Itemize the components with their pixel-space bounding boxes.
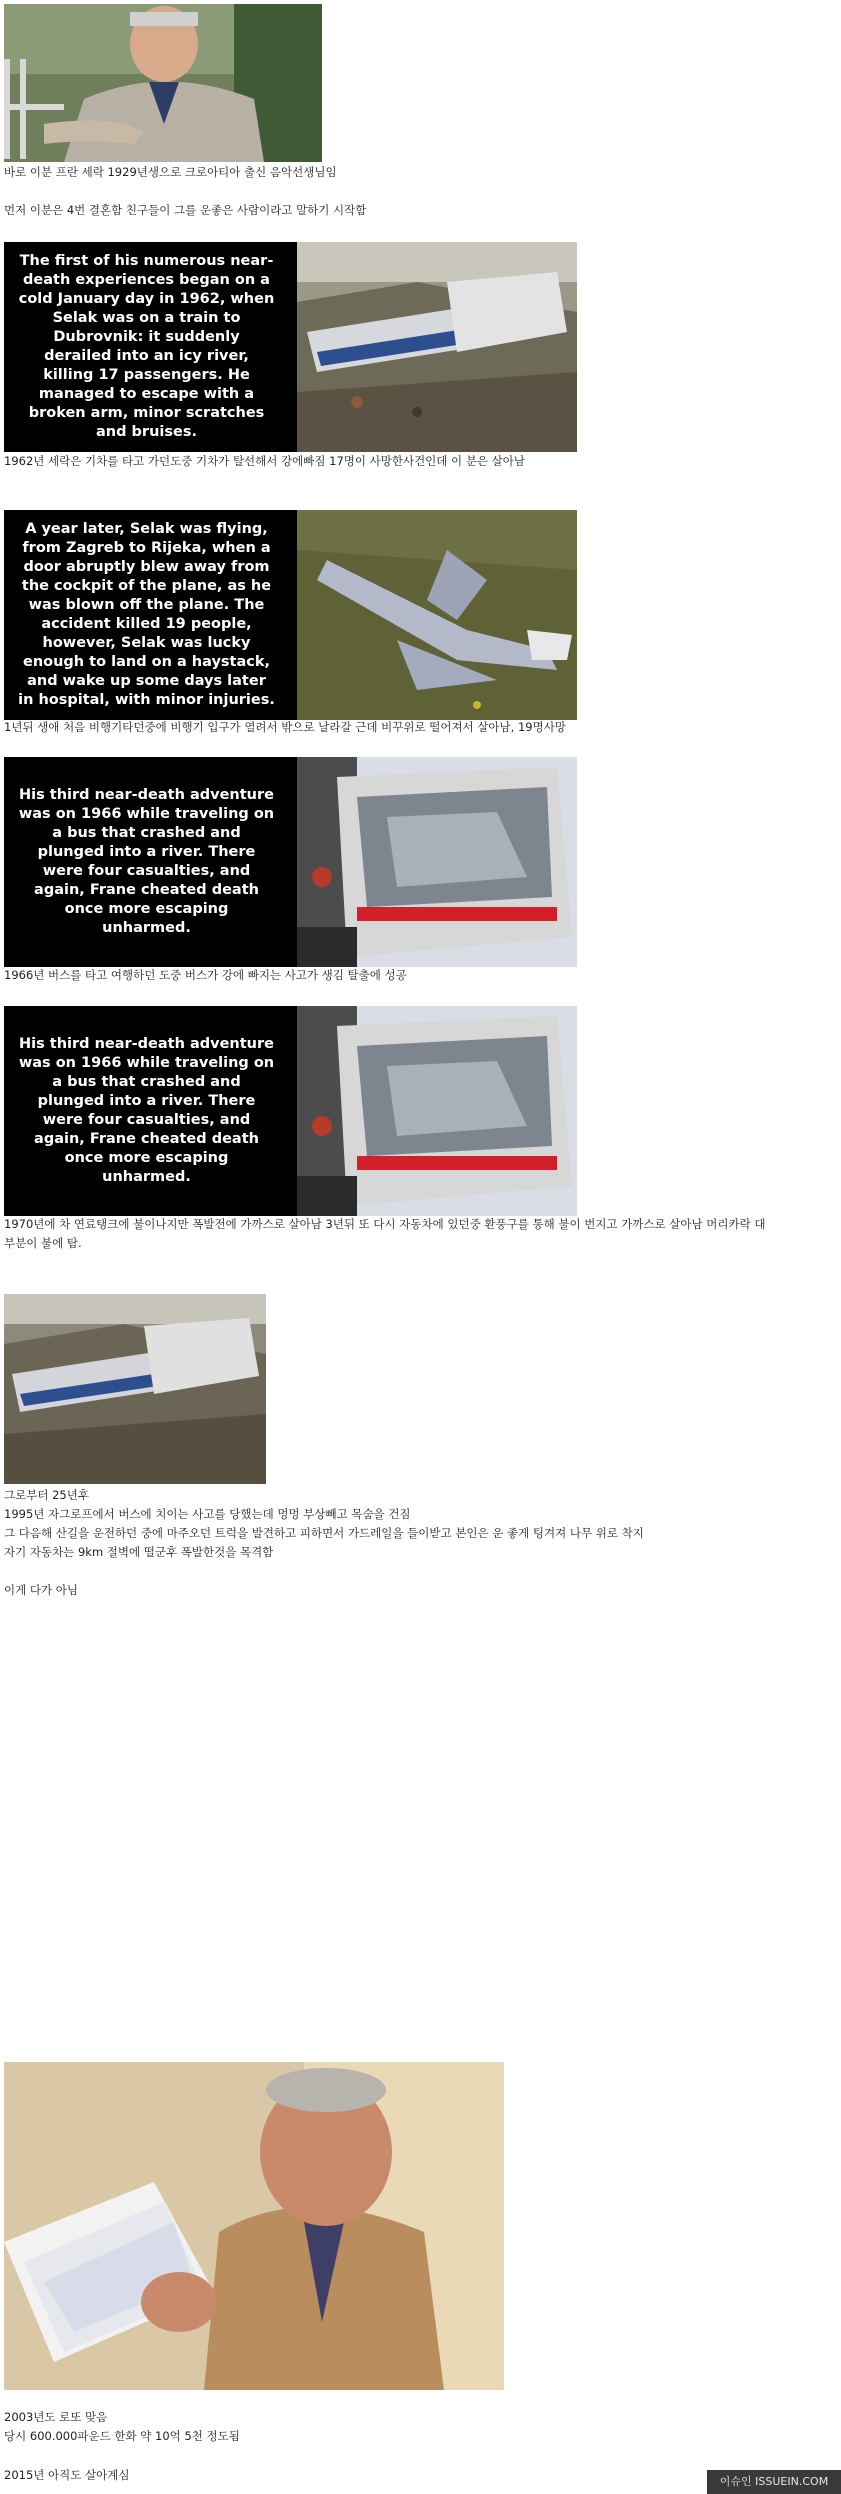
alive-line: 2015년 아직도 살아계심 [4,2468,130,2482]
intro-caption-2: 먼저 이분은 4번 결혼함 친구들이 그를 운좋은 사람이라고 말하기 시작함 [4,203,367,217]
bus-accident-text: His third near-death adventure was on 1966 while traveling on a bus that crashed and plunged into a river. There were four casualties, and again, Frane cheated death once more escaping unharmed. [18,787,275,936]
car-fire-caption-2: 부분이 불에 탐. [4,1236,82,1250]
train-wreck-photo [297,242,577,452]
portrait-photo [4,4,322,162]
after25-line-2: 1995년 자그로프에서 버스에 치이는 사고를 당했는데 멍멍 부상빼고 목숨을 건짐 [4,1507,411,1521]
plane-caption: 1년뒤 생애 처음 비행기타던중에 비행기 입구가 열려서 밖으로 날라갈 근데 비꾸위로 떨어져서 살아남, 19명사망 [4,720,566,734]
bus-wreck-photo [297,757,577,967]
plane-accident-panel [4,510,577,720]
after25-line-1: 그로부터 25년후 [4,1488,89,1502]
after25-line-3: 그 다음해 산길을 운전하던 중에 마주오던 트럭을 발견하고 피하면서 가드레일을 들이받고 본인은 운 좋게 팅겨져 나무 위로 착지 [4,1526,644,1540]
train-wreck-small-photo [4,1294,266,1484]
train-accident-panel [4,242,577,452]
car-fire-text: His third near-death adventure was on 1966 while traveling on a bus that crashed and plunged into a river. There were four casualties, and again, Frane cheated death once more escaping unharmed. [18,1036,275,1185]
bus-wreck-photo-2 [297,1006,577,1216]
plane-wreck-photo [297,510,577,720]
intro-caption-1: 바로 이분 프란 세락 1929년생으로 크로아티아 출신 음악선생님임 [4,165,337,179]
lotto-line-1: 2003년도 로또 맞음 [4,2410,108,2424]
bus-caption: 1966년 버스를 타고 여행하던 도중 버스가 강에 빠지는 사고가 생김 탈출에 성공 [4,968,407,982]
after25-line-4: 자기 자동차는 9km 절벽에 떨군후 폭발한것을 목격함 [4,1545,274,1559]
plane-accident-text: A year later, Selak was flying, from Zagreb to Rijeka, when a door abruptly blew away from the cockpit of the plane, as he was blown off the plane. The accident killed 19 people, however, Selak was lucky enough to land on a haystack, and wake up some days later in hospital, with minor injuries. [18,521,275,708]
bus-accident-panel [4,757,577,967]
car-fire-caption-1: 1970년에 차 연료탱크에 불이나지만 폭발전에 가까스로 살아남 3년뒤 또 다시 자동차에 있던중 환풍구를 통해 불이 번지고 가까스로 살아남 머리카락 대 [4,1217,766,1231]
lotto-line-2: 당시 600.000파운드 한화 약 10억 5천 정도됨 [4,2429,240,2443]
train-accident-text: The first of his numerous near-death experiences began on a cold January day in 1962, when Selak was on a train to Dubrovnik: it suddenly derailed into an icy river, killing 17 passengers. He managed to escape with a broken arm, minor scratches and bruises. [18,253,275,440]
train-caption: 1962년 세락은 기차를 타고 가던도중 기차가 탈선해서 강에빠짐 17명이 사망한사건인데 이 분은 살아남 [4,454,526,468]
not-the-end: 이게 다가 아님 [4,1583,78,1597]
car-fire-panel [4,1006,577,1216]
lottery-photo [4,2062,504,2390]
site-watermark: 이슈인 ISSUEIN.COM [707,2470,841,2494]
